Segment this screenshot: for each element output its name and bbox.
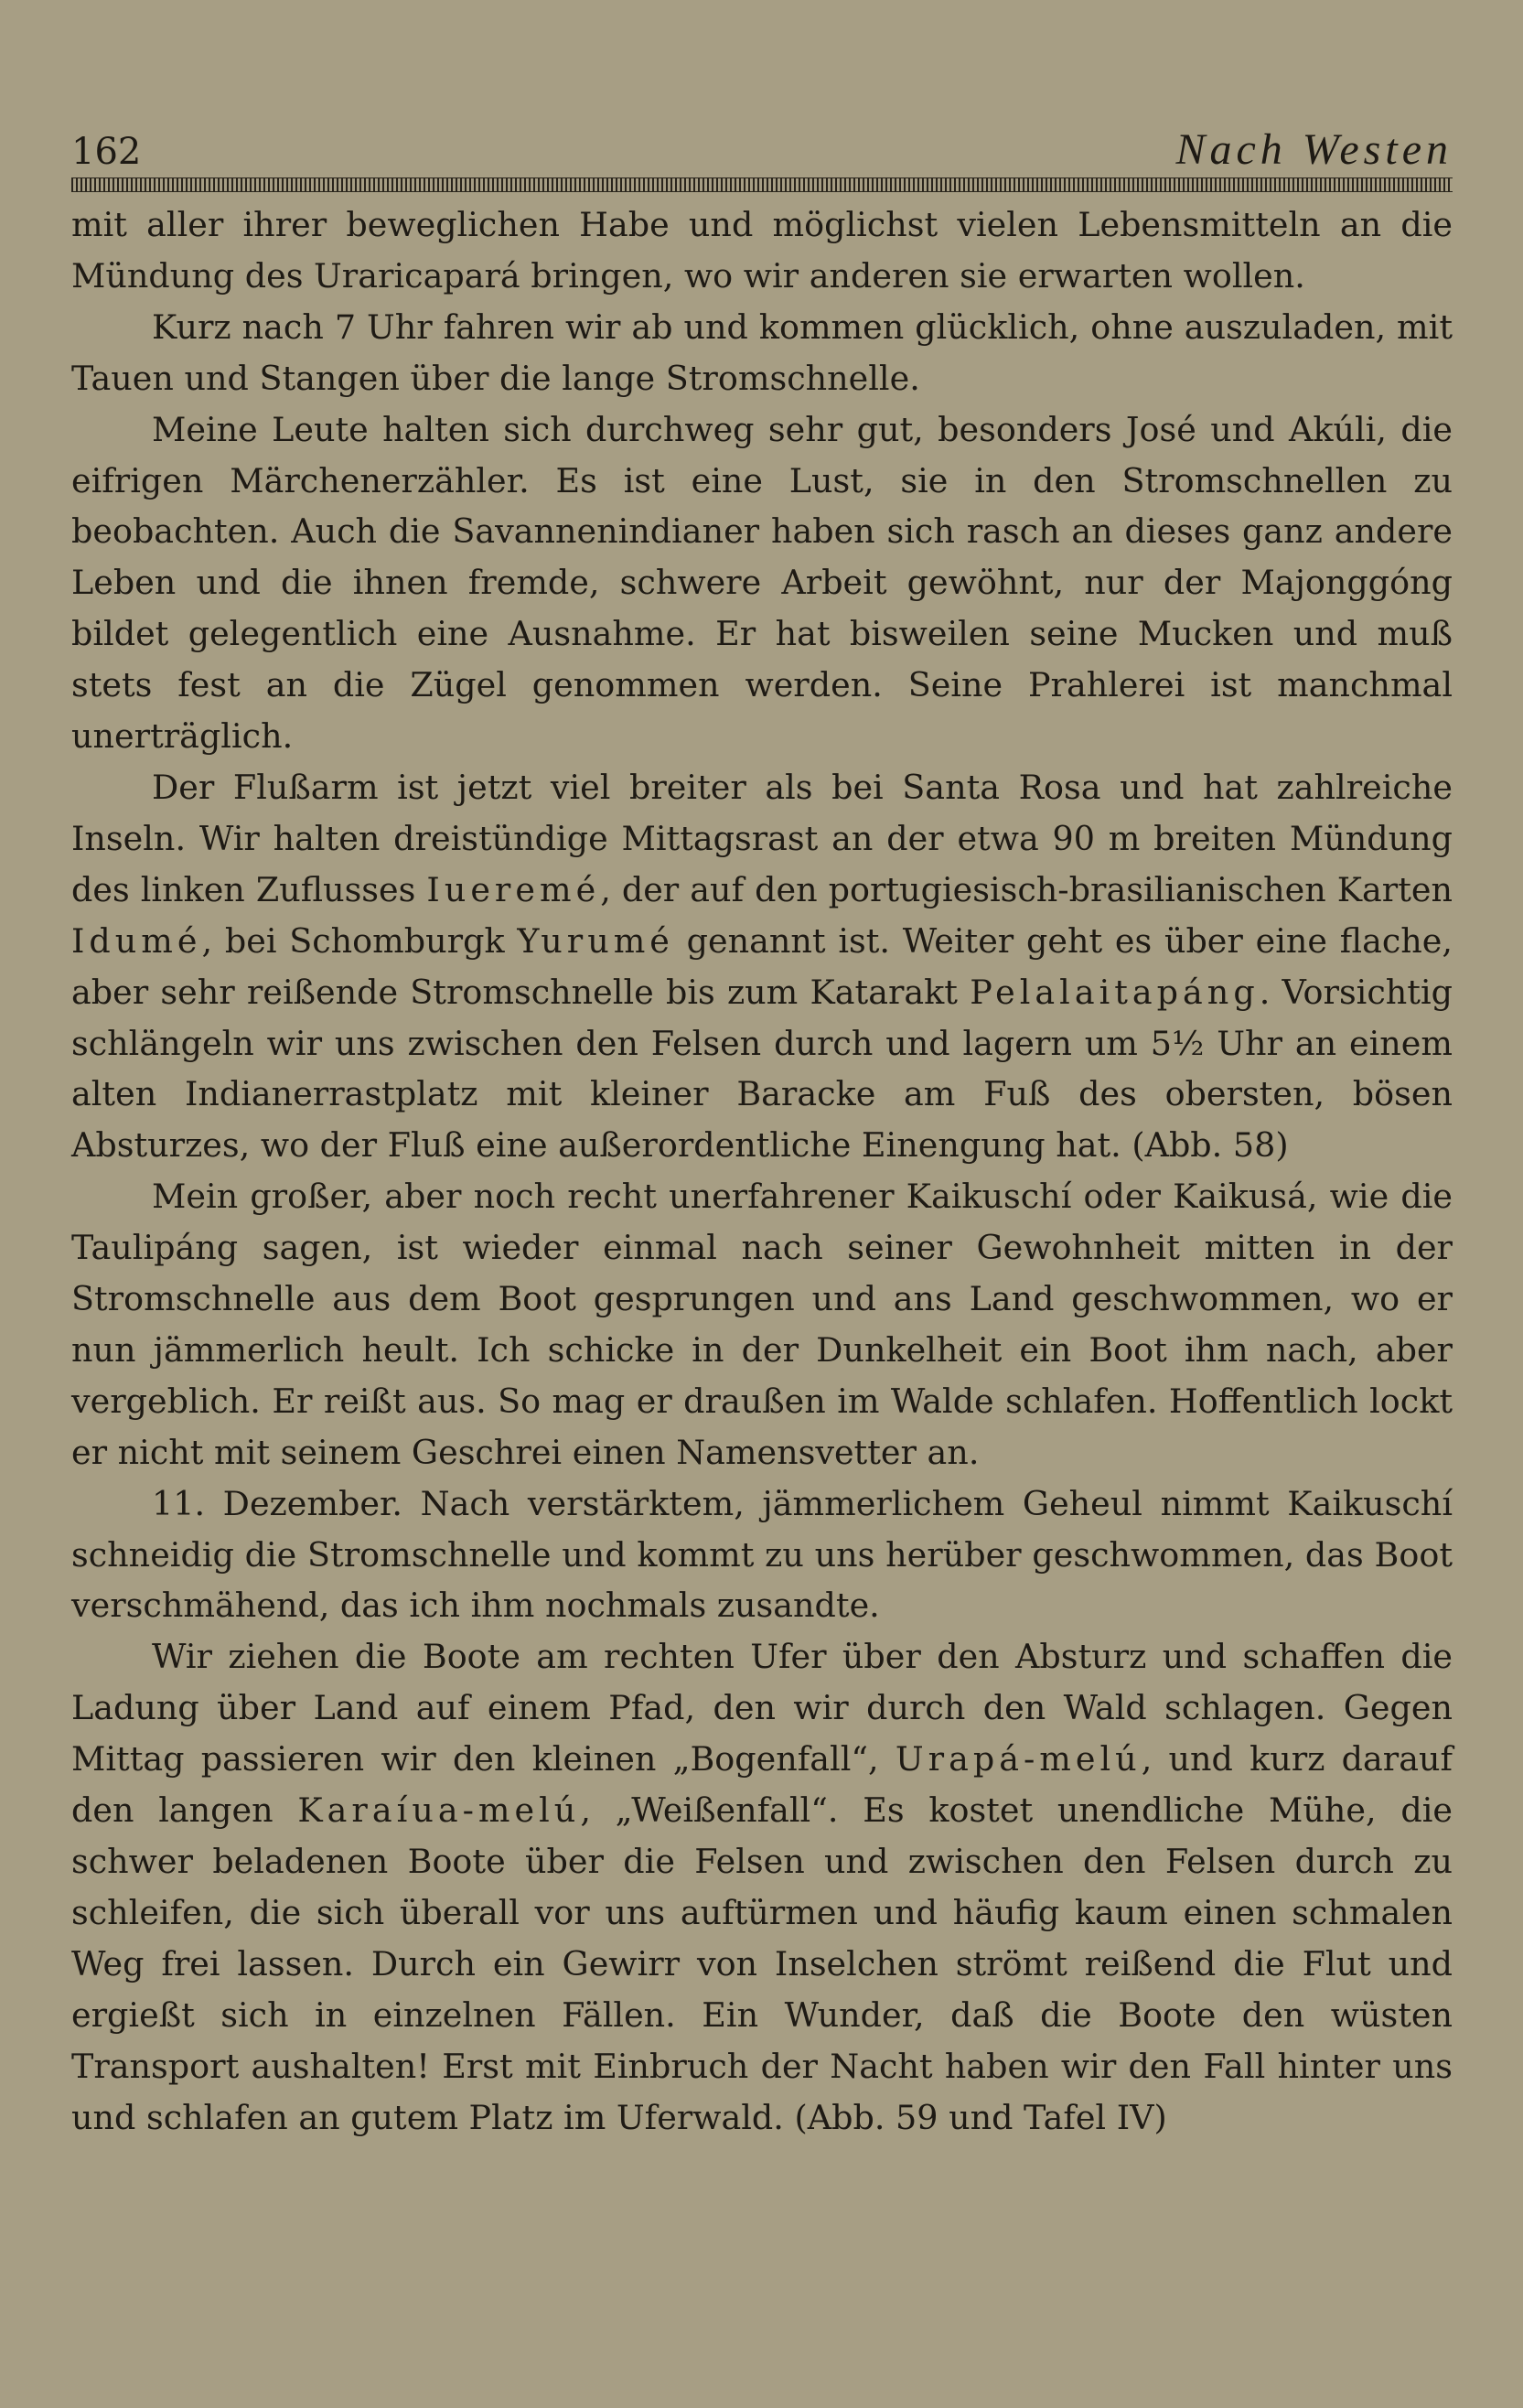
text-run: 11. Dezember. Nach verstärktem, jämmerlichem Geheul nimmt Kaikuschí schneidig die Stromschnelle und kommt zu uns herüber geschwommen, das Boot verschmähend, das ich ihm nochmals zusandte. xyxy=(71,1483,1453,1626)
text-run: Wir ziehen die Boote am rechten Ufer über den Absturz und schaffen die Ladung über Land auf einem Pfad, den wir durch den Wald schlagen. Gegen Mittag passieren wir den kleinen „Bogenfall“, xyxy=(71,1637,1453,1779)
text-run: Der Flußarm ist jetzt viel breiter als bei Santa Rosa und hat zahlreiche Inseln. Wir halten dreistündige Mittagsrast an der etwa 90 m breiten Mündung des linken Zuflusses xyxy=(71,767,1453,909)
text-run: Kurz nach 7 Uhr fahren wir ab und kommen glücklich, ohne auszuladen, mit Tauen und Stangen über die lange Stromschnelle. xyxy=(71,306,1453,398)
spaced-place-name: Pelalaitapáng xyxy=(970,972,1260,1012)
page-number: 162 xyxy=(71,131,142,173)
paragraph xyxy=(71,302,1453,404)
text-run: Meine Leute halten sich durchweg sehr gut, besonders José und Akúli, die eifrigen Märchenerzähler. Es ist eine Lust, sie in den Stromschnellen zu beobachten. Auch die Savannenindianer haben sich rasch an dieses ganz andere Leben und die ihnen fremde, schwere Arbeit gewöhnt, nur der Majonggóng bildet gelegentlich eine Ausnahme. Er hat bisweilen seine Mucken und muß stets fest an die Zügel genommen werden. Seine Prahlerei ist manchmal unerträglich. xyxy=(71,409,1453,757)
text-run: . Vorsichtig schlängeln wir uns zwischen den Felsen durch und lagern um 5½ Uhr an einem alten Indianerrastplatz mit kleiner Baracke am Fuß des obersten, bösen Absturzes, wo der Fluß eine außerordentliche Einengung hat. (Abb. 58) xyxy=(71,972,1453,1166)
paragraph xyxy=(71,762,1453,1171)
text-run: , bei Schomburgk xyxy=(201,920,518,961)
spaced-place-name: Yurumé xyxy=(517,920,674,961)
text-run: genannt ist. Weiter geht es über eine flache, aber sehr reißende Stromschnelle bis zum Katarakt xyxy=(71,920,1453,1012)
spaced-place-name: Urapá-melú xyxy=(895,1739,1142,1779)
header-rule xyxy=(71,177,1453,192)
text-run: , der auf den portugiesisch-brasilianischen Karten xyxy=(600,869,1453,909)
paragraph xyxy=(71,199,1453,302)
paragraph xyxy=(71,1171,1453,1478)
spaced-place-name: Karaíua-melú xyxy=(297,1790,581,1831)
text-run: mit aller ihrer beweglichen Habe und möglichst vielen Lebensmitteln an die Mündung des Uraricapará bringen, wo wir anderen sie erwarten wollen. xyxy=(71,205,1453,296)
paragraph xyxy=(71,1631,1453,2143)
paragraph xyxy=(71,1478,1453,1632)
text-run: Mein großer, aber noch recht unerfahrener Kaikuschí oder Kaikusá, wie die Taulipáng sagen, ist wieder einmal nach seiner Gewohnheit mitten in der Stromschnelle aus dem Boot gesprungen und ans Land geschwommen, wo er nun jämmerlich heult. Ich schicke in der Dunkelheit ein Boot ihm nach, aber vergeblich. Er reißt aus. So mag er draußen im Walde schlafen. Hoffentlich lockt er nicht mit seinem Geschrei einen Namensvetter an. xyxy=(71,1177,1453,1472)
spaced-place-name: Iueremé xyxy=(426,869,601,909)
paragraph xyxy=(71,404,1453,762)
running-header xyxy=(71,123,1453,176)
text-run: , „Weißenfall“. Es kostet unendliche Mühe, die schwer beladenen Boote über die Felsen und zwischen den Felsen durch zu schleifen, die sich überall vor uns auftürmen und häufig kaum einen schmalen Weg frei lassen. Durch ein Gewirr von Inselchen strömt reißend die Flut und ergießt sich in einzelnen Fällen. Ein Wunder, daß die Boote den wüsten Transport aushalten! Erst mit Einbruch der Nacht haben wir den Fall hinter uns und schlafen an gutem Platz im Uferwald. (Abb. 59 und Tafel IV) xyxy=(71,1790,1453,2137)
text-run: , und kurz darauf den langen xyxy=(71,1739,1453,1831)
book-page xyxy=(71,123,1453,2143)
body-text xyxy=(71,199,1453,2143)
running-title: Nach Westen xyxy=(1175,125,1453,174)
spaced-place-name: Idumé xyxy=(71,920,202,961)
